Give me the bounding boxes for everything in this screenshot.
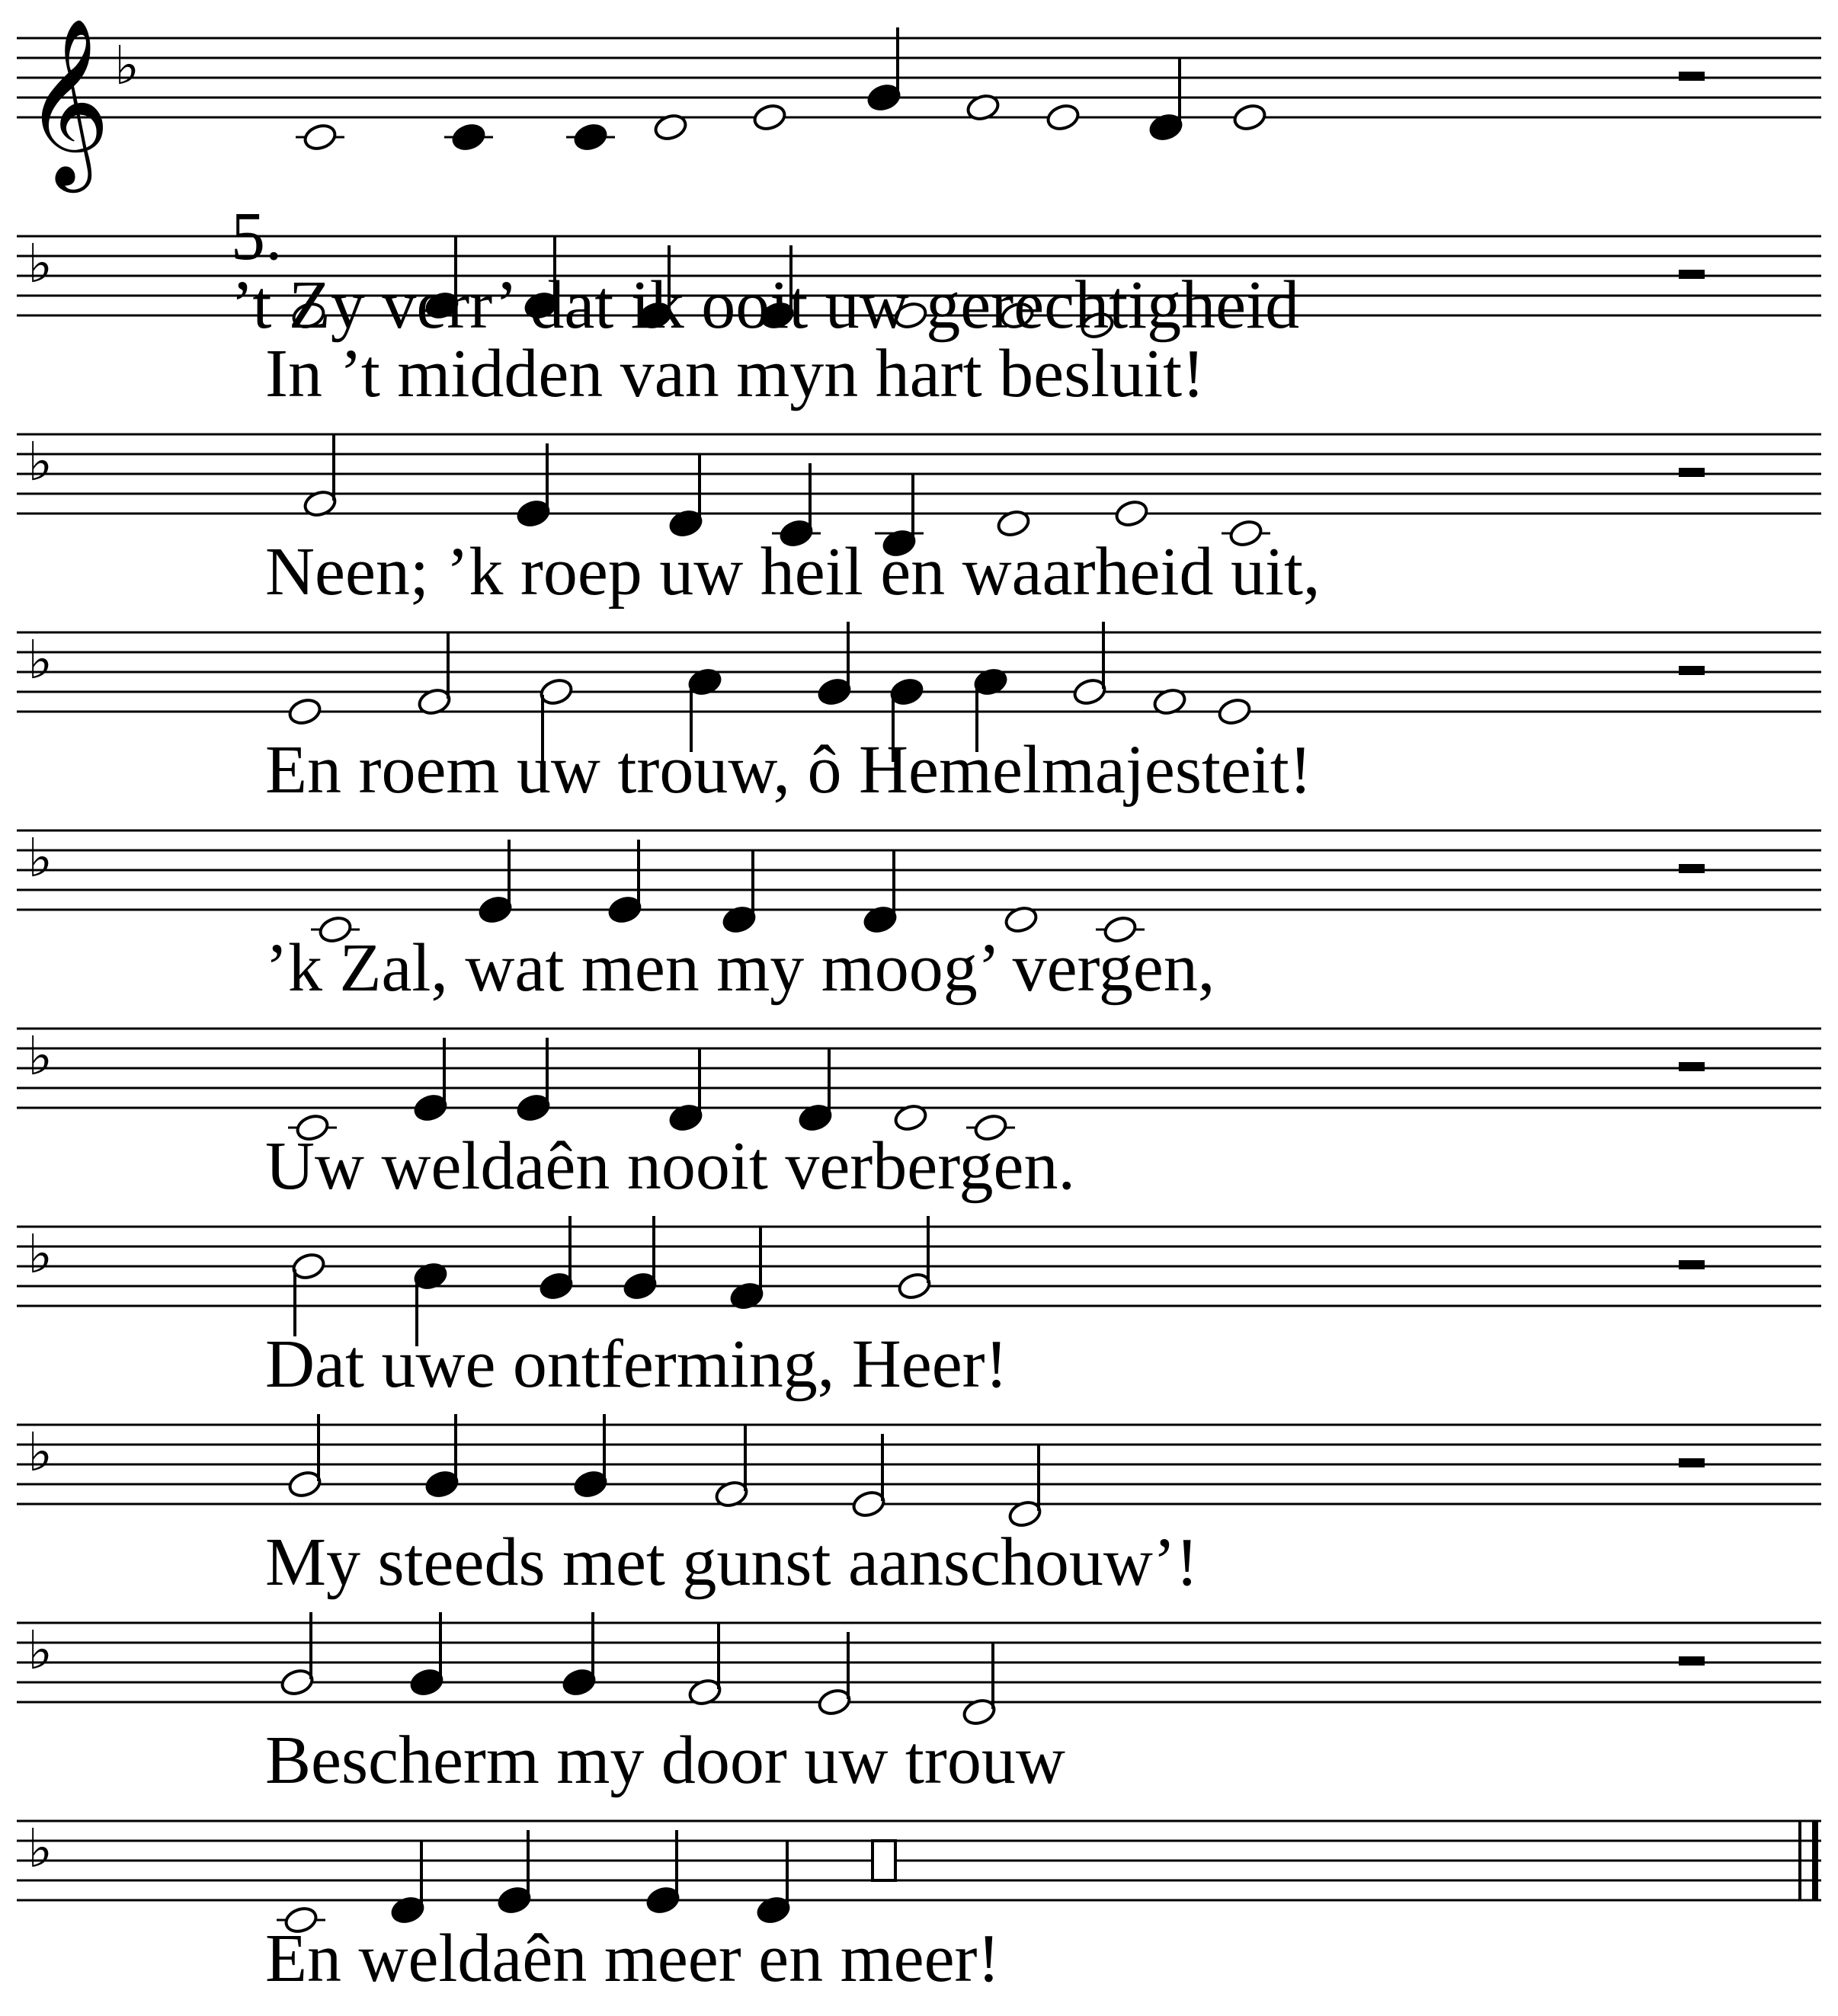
flat-sign-icon: ♭ (114, 34, 140, 97)
rest-icon (1679, 72, 1705, 81)
half-note (287, 696, 322, 727)
lyric-line-1 (197, 134, 1300, 343)
rest-icon (1679, 1656, 1705, 1666)
rest-icon (1679, 1458, 1705, 1467)
lyric-line-7: Dat uwe ontferming, Heer! (265, 1326, 1008, 1402)
half-note (1113, 498, 1149, 529)
lyric-line-10: En weldaên meer en meer! (265, 1921, 1001, 1996)
flat-sign-icon: ♭ (27, 1619, 53, 1682)
half-note (1231, 102, 1267, 133)
lyric-line-8: My steeds met gunst aanschouw’! (265, 1525, 1199, 1600)
rest-icon (1679, 270, 1705, 279)
lyric-line-2: In ’t midden van myn hart besluit! (265, 336, 1206, 411)
lyric-line-3: Neen; ’k roep uw heil en waarheid uit, (265, 534, 1321, 610)
flat-sign-icon: ♭ (27, 1817, 53, 1880)
flat-sign-icon: ♭ (27, 1421, 53, 1483)
flat-sign-icon: ♭ (27, 1025, 53, 1087)
lyric-line-6: Uw weldaên nooit verbergen. (265, 1128, 1075, 1204)
breve-note (873, 1841, 895, 1880)
rest-icon (1679, 864, 1705, 873)
treble-clef-icon: 𝄞 (24, 17, 110, 185)
rest-icon (1679, 666, 1705, 675)
flat-sign-icon: ♭ (27, 430, 53, 493)
half-note (1216, 696, 1252, 727)
flat-sign-icon: ♭ (27, 629, 53, 691)
lyric-line-9: Bescherm my door uw trouw (265, 1723, 1065, 1798)
rest-icon (1679, 1260, 1705, 1269)
lyric-line-5: ’k Zal, wat men my moog’ vergen, (265, 930, 1215, 1006)
lyric-line-1-text: ’t Zy verr’ dat ik ooit uw gerechtigheid (231, 267, 1300, 343)
flat-sign-icon: ♭ (27, 1223, 53, 1285)
flat-sign-icon: ♭ (27, 232, 53, 295)
flat-sign-icon: ♭ (27, 827, 53, 889)
rest-icon (1679, 1062, 1705, 1071)
half-note (1045, 102, 1081, 133)
half-note (751, 102, 787, 133)
lyric-line-4: En roem uw trouw, ô Hemelmajesteit! (265, 732, 1312, 808)
stanza-number: 5. (231, 199, 283, 274)
rest-icon (1679, 468, 1705, 477)
